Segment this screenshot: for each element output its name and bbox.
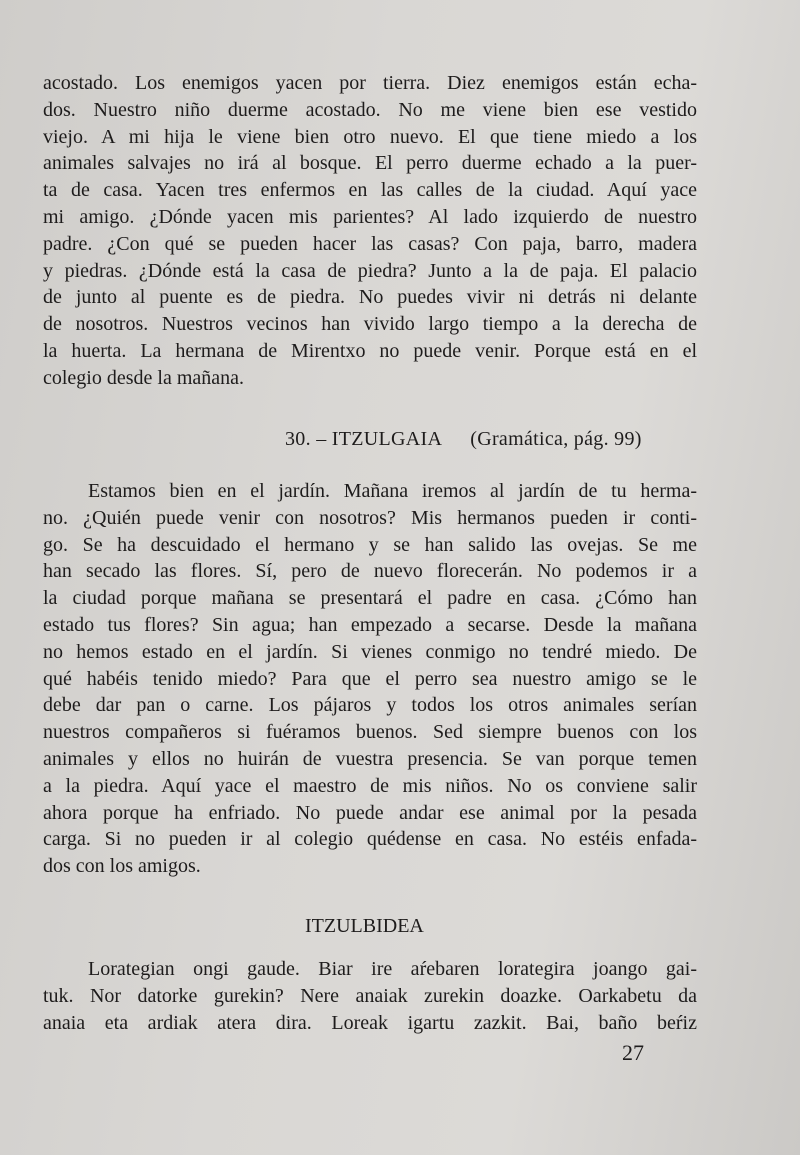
text-line: han secado las flores. Sí, pero de nuevo florecerán. No podemos ir a bbox=[43, 560, 697, 583]
text-line: debe dar pan o carne. Los pájaros y todos los otros animales serían bbox=[43, 694, 697, 717]
text-line: Estamos bien en el jardín. Mañana iremos al jardín de tu herma- bbox=[88, 480, 697, 502]
text-line: no hemos estado en el jardín. Si vienes conmigo no tendré miedo. De bbox=[43, 640, 697, 663]
text-line: qué habéis tenido miedo? Para que el perro sea nuestro amigo se le bbox=[43, 667, 697, 690]
page-number: 27 bbox=[622, 1040, 644, 1065]
text-line: de nosotros. Nuestros vecinos han vivido largo tiempo a la derecha de bbox=[43, 313, 697, 336]
text-line: carga. Si no pueden ir al colegio quédense en casa. No estéis enfada- bbox=[43, 828, 697, 851]
subheading: ITZULBIDEA bbox=[305, 915, 424, 937]
text-line: anaia eta ardiak atera dira. Loreak igartu zazkit. Bai, baño beŕiz bbox=[43, 1011, 697, 1034]
text-line: mi amigo. ¿Dónde yacen mis parientes? Al lado izquierdo de nuestro bbox=[43, 205, 697, 228]
text-line: viejo. A mi hija le viene bien otro nuevo. El que tiene miedo a los bbox=[43, 125, 697, 148]
grammar-reference: (Gramática, pág. 99) bbox=[470, 428, 642, 450]
section-heading bbox=[285, 428, 642, 451]
text-line: tuk. Nor datorke gurekin? Nere anaiak zurekin doazke. Oarkabetu da bbox=[43, 984, 697, 1007]
paragraph-2 bbox=[43, 478, 697, 880]
text-line: de junto al puente es de piedra. No puedes vivir ni detrás ni delante bbox=[43, 286, 697, 309]
text-line: ahora porque ha enfriado. No puede andar ese animal por la pesada bbox=[43, 801, 697, 824]
text-line: colegio desde la mañana. bbox=[43, 366, 245, 389]
paragraph-3 bbox=[43, 956, 697, 1036]
text-line: acostado. Los enemigos yacen por tierra. Diez enemigos están echa- bbox=[43, 72, 697, 94]
text-line: dos con los amigos. bbox=[43, 855, 201, 878]
text-line: la ciudad porque mañana se presentará el padre en casa. ¿Cómo han bbox=[43, 587, 697, 610]
text-line: animales y ellos no huirán de vuestra presencia. Se van porque temen bbox=[43, 747, 697, 770]
section-title: 30. – ITZULGAIA bbox=[285, 428, 443, 450]
text-line: dos. Nuestro niño duerme acostado. No me viene bien ese vestido bbox=[43, 98, 697, 121]
text-line: Lorategian ongi gaude. Biar ire aŕebaren lorategira joango gai- bbox=[88, 958, 697, 980]
text-line: y piedras. ¿Dónde está la casa de piedra? Junto a la de paja. El palacio bbox=[43, 259, 697, 282]
text-line: estado tus flores? Sin agua; han empezado a secarse. Desde la mañana bbox=[43, 613, 697, 636]
text-line: no. ¿Quién puede venir con nosotros? Mis hermanos pueden ir conti- bbox=[43, 506, 697, 529]
text-line: padre. ¿Con qué se pueden hacer las casas? Con paja, barro, madera bbox=[43, 232, 697, 255]
text-line: la huerta. La hermana de Mirentxo no puede venir. Porque está en el bbox=[43, 339, 697, 362]
text-line: animales salvajes no irá al bosque. El perro duerme echado a la puer- bbox=[43, 152, 697, 175]
text-line: nuestros compañeros si fuéramos buenos. Sed siempre buenos con los bbox=[43, 721, 697, 744]
text-line: a la piedra. Aquí yace el maestro de mis niños. No os conviene salir bbox=[43, 774, 697, 797]
text-line: ta de casa. Yacen tres enfermos en las calles de la ciudad. Aquí yace bbox=[43, 179, 697, 202]
paragraph-1 bbox=[43, 70, 697, 392]
text-line: go. Se ha descuidado el hermano y se han salido las ovejas. Se me bbox=[43, 533, 697, 556]
